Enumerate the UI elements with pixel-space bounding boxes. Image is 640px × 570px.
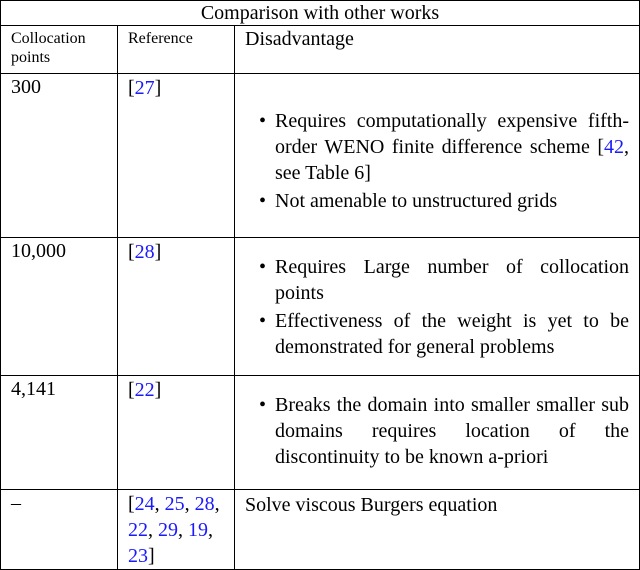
disadvantage-list [245,74,629,214]
citation-link[interactable]: 28 [194,493,215,515]
table-title: Comparison with other works [1,1,640,26]
list-item: • Requires Large number of collocation points [259,256,630,304]
citation-link[interactable]: 23 [128,545,148,567]
list-item: • Effectiveness of the weight is yet to be demonstrated for general problems [259,310,630,358]
table-title-row [1,1,640,26]
bullet-icon: • [259,110,267,132]
citation-link[interactable]: 22 [134,379,155,401]
table-header-row [1,26,640,74]
table-row [1,490,640,570]
disadvantage-list [245,376,629,470]
bullet-icon: • [259,190,267,212]
header-points-line1: Collocation [11,30,86,47]
disadvantage-cell [235,376,640,490]
list-item: • Breaks the domain into smaller smaller sub domains requires location of the discontinuity to be known a-priori [259,394,630,468]
header-reference: Reference [118,26,235,74]
points-cell: 10,000 [1,238,118,376]
disadvantage-text: Solve viscous Burgers equation [245,494,498,516]
header-points-line2: points [11,49,51,66]
citation-link[interactable]: 25 [164,493,185,515]
disadvantage-cell [235,74,640,238]
citation-link[interactable]: 19 [188,519,208,541]
points-cell: 300 [1,74,118,238]
reference-cell: [22] [118,376,235,490]
table-row [1,376,640,490]
citation-link[interactable]: 28 [134,241,155,263]
table-row [1,74,640,238]
points-cell: – [1,490,118,570]
points-cell: 4,141 [1,376,118,490]
citation-link[interactable]: 42 [604,136,625,158]
citation-link[interactable]: 24 [134,493,155,515]
reference-cell: [24, 25, 28, 22, 29, 19, 23] [118,490,235,570]
bullet-icon: • [259,394,267,416]
list-item: • Requires computationally expensive fifth-order WENO finite difference scheme [42, see Table 6] [259,110,630,184]
bullet-icon: • [259,310,267,332]
list-item: • Not amenable to unstructured grids [259,190,558,212]
citation-link[interactable]: 22 [128,519,148,541]
bullet-icon: • [259,256,267,278]
disadvantage-cell [235,490,640,570]
header-collocation-points [1,26,118,74]
disadvantage-cell [235,238,640,376]
disadvantage-list [245,238,629,360]
citation-link[interactable]: 29 [158,519,178,541]
reference-cell: [28] [118,238,235,376]
citation-link[interactable]: 27 [134,77,155,99]
header-disadvantage: Disadvantage [235,26,640,74]
reference-cell: [27] [118,74,235,238]
table-row [1,238,640,376]
